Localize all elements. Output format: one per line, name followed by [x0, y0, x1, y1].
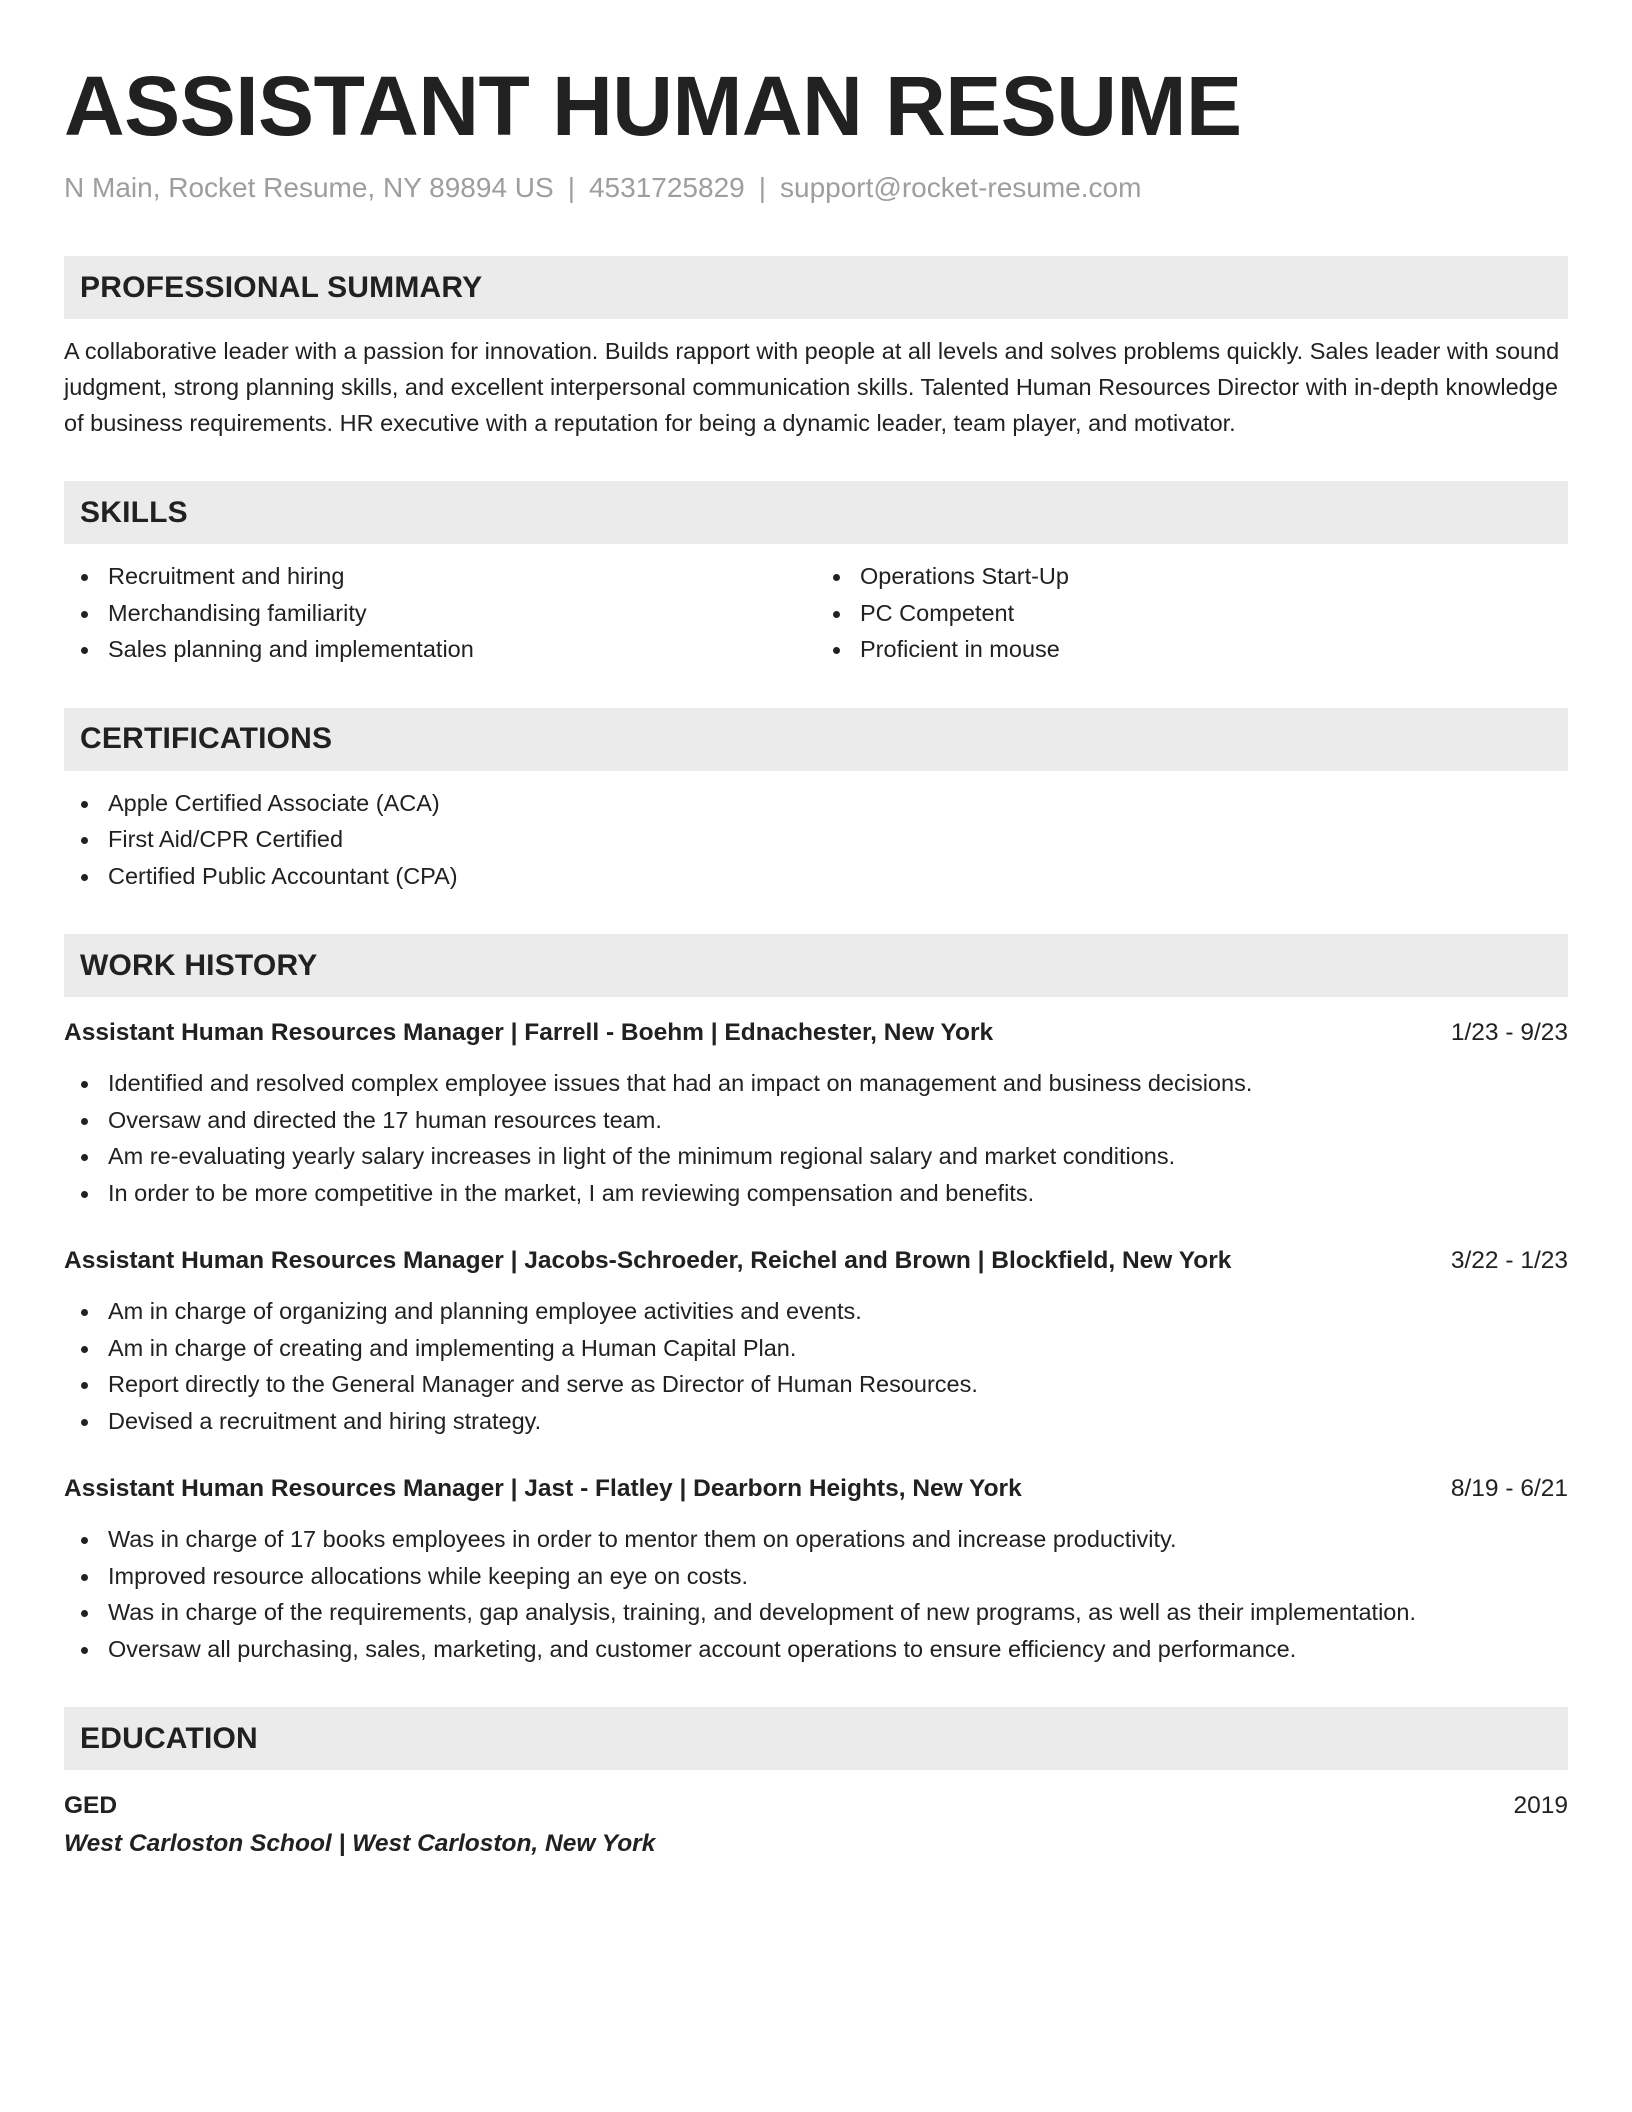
job-bullets [64, 1065, 1568, 1211]
skills-list-left [64, 558, 816, 668]
job-bullet: Am in charge of creating and implementing a Human Capital Plan. [64, 1330, 1568, 1367]
job-bullet: Am re-evaluating yearly salary increases in light of the minimum regional salary and market conditions. [64, 1138, 1568, 1175]
skill-item: Proficient in mouse [816, 631, 1568, 668]
contact-line [64, 170, 1568, 206]
contact-separator: | [758, 172, 766, 203]
job-header [64, 1015, 1568, 1051]
job-dates: 8/19 - 6/21 [1450, 1475, 1568, 1502]
job-bullet: Oversaw all purchasing, sales, marketing, and customer account operations to ensure efficiency and performance. [64, 1631, 1568, 1668]
contact-separator: | [567, 172, 575, 203]
education-year: 2019 [1513, 1792, 1568, 1819]
job-bullet: Was in charge of 17 books employees in order to mentor them on operations and increase productivity. [64, 1521, 1568, 1558]
education-heading: EDUCATION [64, 1707, 1568, 1770]
skill-item: Merchandising familiarity [64, 595, 816, 632]
resume-title: ASSISTANT HUMAN RESUME [64, 59, 1242, 153]
skills-heading: SKILLS [64, 481, 1568, 544]
certification-item: First Aid/CPR Certified [64, 821, 1568, 858]
skill-item: PC Competent [816, 595, 1568, 632]
education-school: West Carloston School | West Carloston, New York [64, 1830, 656, 1857]
job-header [64, 1471, 1568, 1507]
job-bullet: In order to be more competitive in the market, I am reviewing compensation and benefits. [64, 1175, 1568, 1212]
job-title: Assistant Human Resources Manager | Jacobs-Schroeder, Reichel and Brown | Blockfield, New York [64, 1247, 1232, 1274]
summary-text: A collaborative leader with a passion for innovation. Builds rapport with people at all levels and solves problems quickly. Sales leader with sound judgment, strong planning skills, and excellent interpersonal communication skills. Talented Human Resources Director with in-depth knowledge of business requirements. HR executive with a reputation for being a dynamic leader, team player, and motivator. [64, 338, 1560, 436]
job-bullet: Am in charge of organizing and planning employee activities and events. [64, 1293, 1568, 1330]
certification-item: Certified Public Accountant (CPA) [64, 858, 1568, 895]
job-dates: 1/23 - 9/23 [1450, 1019, 1568, 1046]
education-entry [64, 1788, 1568, 1864]
job-bullet: Report directly to the General Manager and serve as Director of Human Resources. [64, 1366, 1568, 1403]
job-entry [64, 1243, 1568, 1439]
skill-item: Operations Start-Up [816, 558, 1568, 595]
education-header [64, 1788, 1568, 1824]
certifications-heading: CERTIFICATIONS [64, 708, 1568, 771]
education-degree: GED [64, 1792, 118, 1819]
contact-email: support@rocket-resume.com [780, 172, 1142, 203]
work-history-heading: WORK HISTORY [64, 934, 1568, 997]
skill-item: Sales planning and implementation [64, 631, 816, 668]
certifications-list [64, 785, 1568, 895]
certification-item: Apple Certified Associate (ACA) [64, 785, 1568, 822]
job-bullet: Was in charge of the requirements, gap analysis, training, and development of new programs, as well as their implementation. [64, 1594, 1568, 1631]
job-title: Assistant Human Resources Manager | Farrell - Boehm | Ednachester, New York [64, 1019, 994, 1046]
job-title: Assistant Human Resources Manager | Jast - Flatley | Dearborn Heights, New York [64, 1475, 1022, 1502]
job-bullet: Devised a recruitment and hiring strategy. [64, 1403, 1568, 1440]
job-bullet: Identified and resolved complex employee issues that had an impact on management and business decisions. [64, 1065, 1568, 1102]
job-bullets [64, 1293, 1568, 1439]
job-bullet: Improved resource allocations while keeping an eye on costs. [64, 1558, 1568, 1595]
job-bullet: Oversaw and directed the 17 human resources team. [64, 1102, 1568, 1139]
contact-phone: 4531725829 [588, 172, 745, 203]
job-entry [64, 1015, 1568, 1211]
skills-list-right [816, 558, 1568, 668]
job-entry [64, 1471, 1568, 1667]
contact-address: N Main, Rocket Resume, NY 89894 US [64, 172, 554, 203]
skills-grid [64, 544, 1568, 668]
job-bullets [64, 1521, 1568, 1667]
job-dates: 3/22 - 1/23 [1450, 1247, 1568, 1274]
job-header [64, 1243, 1568, 1279]
summary-heading: PROFESSIONAL SUMMARY [64, 256, 1568, 319]
skill-item: Recruitment and hiring [64, 558, 816, 595]
